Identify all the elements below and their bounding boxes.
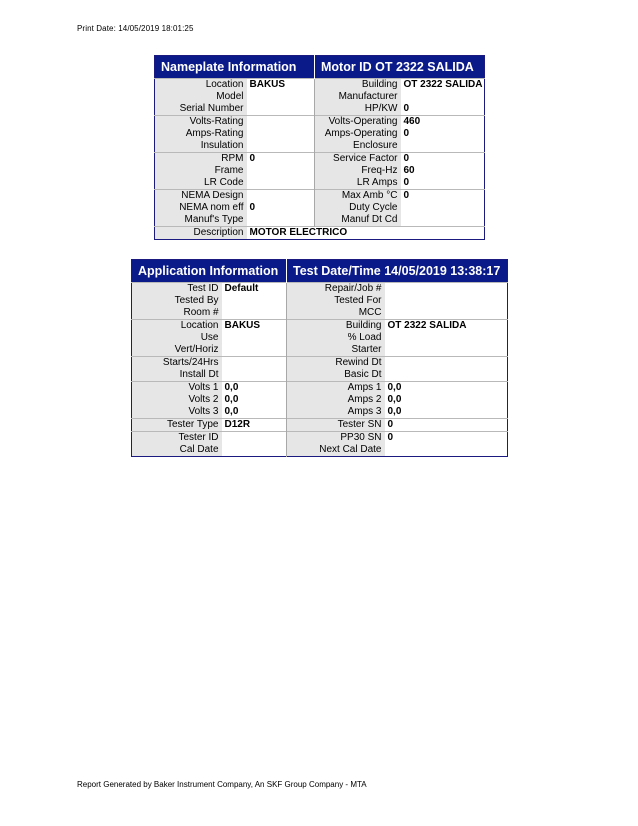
right-value [401,91,485,103]
right-label: Service Factor [315,153,401,166]
left-value [247,190,315,203]
left-value: 0,0 [222,382,287,395]
right-label: Building [287,320,385,333]
right-value [385,369,508,382]
right-label: Tested For [287,295,385,307]
left-value: 0 [247,202,315,214]
right-value: OT 2322 SALIDA [401,79,485,92]
application-table [131,259,508,457]
right-label: Freq-Hz [315,165,401,177]
left-label: Volts-Rating [155,116,247,129]
table-row [155,79,485,92]
right-label: Rewind Dt [287,357,385,370]
right-value: 0,0 [385,406,508,419]
left-value [247,214,315,227]
nameplate-title: Nameplate Information [155,56,315,79]
left-label: Amps-Rating [155,128,247,140]
right-label: Next Cal Date [287,444,385,457]
left-label: Room # [132,307,222,320]
table-row [132,344,508,357]
table-row [155,91,485,103]
right-label: Amps 3 [287,406,385,419]
table-row [155,103,485,116]
right-label: Building [315,79,401,92]
right-label: Manuf Dt Cd [315,214,401,227]
left-value [222,444,287,457]
left-value [247,91,315,103]
right-label: Amps-Operating [315,128,401,140]
right-value: 60 [401,165,485,177]
right-label: Starter [287,344,385,357]
left-value [222,295,287,307]
left-label: Install Dt [132,369,222,382]
table-row [132,394,508,406]
right-value: OT 2322 SALIDA [385,320,508,333]
table-row [155,116,485,129]
table-row [132,332,508,344]
right-value [385,332,508,344]
right-value: 0 [401,153,485,166]
left-value [247,116,315,129]
left-label: LR Code [155,177,247,190]
right-value: 0,0 [385,382,508,395]
right-value: 460 [401,116,485,129]
right-label: Duty Cycle [315,202,401,214]
left-value: 0,0 [222,406,287,419]
table-row [132,432,508,445]
right-value [385,283,508,296]
left-value: BAKUS [247,79,315,92]
table-row [132,357,508,370]
table-row [132,382,508,395]
right-label: HP/KW [315,103,401,116]
nameplate-table [154,55,485,240]
table-row [132,320,508,333]
left-label: Tester ID [132,432,222,445]
right-value: 0 [401,177,485,190]
left-value [222,432,287,445]
right-value [385,357,508,370]
left-label: Frame [155,165,247,177]
table-row [155,153,485,166]
right-value: 0 [401,103,485,116]
test-datetime-title: Test Date/Time 14/05/2019 13:38:17 [287,260,508,283]
right-value [385,295,508,307]
left-label: Vert/Horiz [132,344,222,357]
right-label: LR Amps [315,177,401,190]
description-value: MOTOR ELECTRICO [247,227,485,240]
right-value [385,307,508,320]
left-label: Volts 3 [132,406,222,419]
right-value [401,214,485,227]
table-row [155,214,485,227]
left-value [222,369,287,382]
left-value [222,307,287,320]
right-label: Manufacturer [315,91,401,103]
table-row [155,202,485,214]
table-row [132,283,508,296]
left-label: Starts/24Hrs [132,357,222,370]
table-row [155,128,485,140]
left-value [247,165,315,177]
right-label: Enclosure [315,140,401,153]
table-row [132,419,508,432]
right-value [401,202,485,214]
table-row [132,369,508,382]
left-label: NEMA Design [155,190,247,203]
left-value [222,344,287,357]
left-value: D12R [222,419,287,432]
left-label: Model [155,91,247,103]
table-row [132,295,508,307]
right-value [401,140,485,153]
description-label: Description [155,227,247,240]
application-title: Application Information [132,260,287,283]
motor-id-title: Motor ID OT 2322 SALIDA [315,56,485,79]
left-value: Default [222,283,287,296]
table-row [132,406,508,419]
left-label: Cal Date [132,444,222,457]
right-label: Amps 1 [287,382,385,395]
left-label: Volts 2 [132,394,222,406]
left-value: BAKUS [222,320,287,333]
left-label: Insulation [155,140,247,153]
right-value: 0,0 [385,394,508,406]
right-label: Max Amb °C [315,190,401,203]
table-row [155,190,485,203]
right-label: Volts-Operating [315,116,401,129]
left-value [222,357,287,370]
left-label: Test ID [132,283,222,296]
print-date: Print Date: 14/05/2019 18:01:25 [77,24,194,33]
right-value: 0 [401,190,485,203]
right-value [385,444,508,457]
table-row [155,140,485,153]
right-label: % Load [287,332,385,344]
left-value: 0 [247,153,315,166]
left-label: Volts 1 [132,382,222,395]
table-row [132,307,508,320]
left-label: Manuf's Type [155,214,247,227]
left-value [222,332,287,344]
right-value: 0 [385,432,508,445]
left-value: 0,0 [222,394,287,406]
left-label: NEMA nom eff [155,202,247,214]
right-label: Basic Dt [287,369,385,382]
left-label: Location [132,320,222,333]
left-value [247,177,315,190]
right-label: Amps 2 [287,394,385,406]
table-row [132,444,508,457]
left-label: Tested By [132,295,222,307]
left-value [247,103,315,116]
left-label: Use [132,332,222,344]
right-value: 0 [401,128,485,140]
report-footer: Report Generated by Baker Instrument Company, An SKF Group Company - MTA [77,780,367,789]
right-value [385,344,508,357]
left-label: RPM [155,153,247,166]
left-value [247,140,315,153]
table-row [155,177,485,190]
right-label: Repair/Job # [287,283,385,296]
left-label: Tester Type [132,419,222,432]
table-row [155,165,485,177]
right-label: Tester SN [287,419,385,432]
left-label: Serial Number [155,103,247,116]
left-value [247,128,315,140]
left-label: Location [155,79,247,92]
right-value: 0 [385,419,508,432]
right-label: PP30 SN [287,432,385,445]
right-label: MCC [287,307,385,320]
